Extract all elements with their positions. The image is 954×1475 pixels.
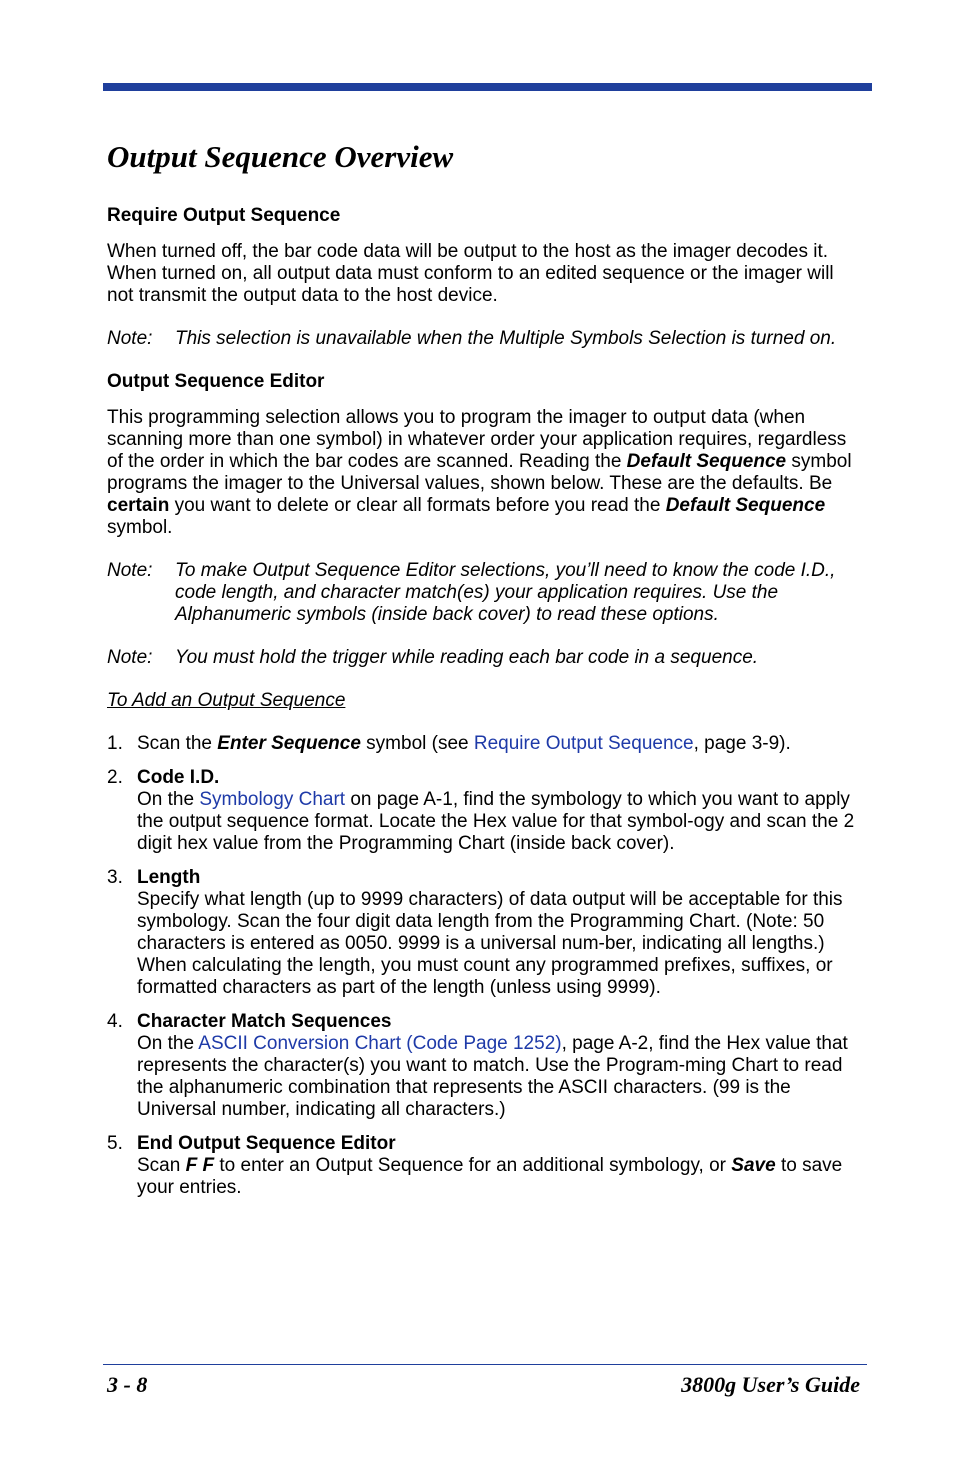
note-label: Note: — [107, 560, 153, 581]
steps-list — [107, 733, 865, 1199]
note — [107, 647, 865, 669]
note-label: Note: — [107, 328, 153, 349]
step-body — [137, 767, 865, 855]
list-item — [107, 733, 865, 755]
text: to save your entries. — [137, 1155, 843, 1198]
emphasis: certain — [107, 495, 170, 516]
step-body — [137, 1133, 865, 1199]
link-require-output-sequence[interactable]: Require Output Sequence — [473, 733, 694, 754]
paragraph — [107, 407, 865, 539]
link-symbology-chart[interactable]: Symbology Chart — [199, 789, 346, 810]
footer-rule — [103, 1364, 867, 1365]
step-title: Code I.D. — [137, 767, 220, 788]
text: On the — [137, 789, 200, 810]
note-label: Note: — [107, 647, 153, 668]
main-content — [107, 205, 865, 1211]
subheading-add-output-sequence: To Add an Output Sequence — [107, 690, 346, 711]
step-title: Character Match Sequences — [137, 1011, 392, 1032]
emphasis: Default Sequence — [626, 451, 787, 472]
text: This programming selection allows you to program the imager to output data (when scanning more than one symbol) in whatever order your application requires, regardless of the order in which the bar codes are scanned. Reading the — [107, 407, 847, 472]
page-title: Output Sequence Overview — [107, 139, 454, 174]
list-item — [107, 767, 865, 855]
text: Scan — [137, 1155, 186, 1176]
step-body — [137, 867, 865, 999]
header-rule — [103, 83, 872, 91]
text: , page 3-9). — [693, 733, 791, 754]
emphasis: Default Sequence — [665, 495, 826, 516]
text: symbol (see — [360, 733, 474, 754]
list-item — [107, 867, 865, 999]
text: you want to delete or clear all formats before you read the — [169, 495, 666, 516]
page-number: 3 - 8 — [107, 1372, 148, 1397]
text: symbol. — [107, 517, 173, 538]
note — [107, 560, 865, 626]
note-text: You must hold the trigger while reading each bar code in a sequence. — [175, 647, 759, 668]
text: On the — [137, 1033, 199, 1054]
step-number: 3. — [107, 867, 123, 888]
link-ascii-conversion-chart[interactable]: ASCII Conversion Chart (Code Page 1252) — [198, 1033, 562, 1054]
emphasis: Save — [731, 1155, 776, 1176]
step-number: 1. — [107, 733, 123, 754]
section-heading-require-output-sequence: Require Output Sequence — [107, 205, 341, 226]
step-title: End Output Sequence Editor — [137, 1133, 396, 1154]
list-item — [107, 1133, 865, 1199]
list-item — [107, 1011, 865, 1121]
emphasis: Enter Sequence — [217, 733, 361, 754]
text: Scan the — [137, 733, 218, 754]
section-heading-output-sequence-editor: Output Sequence Editor — [107, 371, 325, 392]
text: on page A-1, find the symbology to which you want to apply the output sequence format. Locate the Hex value for that symbol-ogy and scan the 2 digit hex value from the Programming Chart (inside back cover). — [137, 789, 855, 854]
step-title: Length — [137, 867, 201, 888]
step-number: 4. — [107, 1011, 123, 1032]
step-number: 5. — [107, 1133, 123, 1154]
step-body — [137, 733, 865, 755]
step-body — [137, 1011, 865, 1121]
guide-title: 3800g User’s Guide — [681, 1372, 860, 1397]
step-number: 2. — [107, 767, 123, 788]
text: , page A-2, find the Hex value that represents the character(s) you want to match. Use the Program-ming Chart to read the alphanumeric combination that represents the ASCII characters. (99 is the Universal number, indicating all characters.) — [137, 1033, 848, 1120]
note-text: To make Output Sequence Editor selections, you’ll need to know the code I.D., code length, and character match(es) your application requires. Use the Alphanumeric symbols (inside back cover) to read these options. — [175, 560, 836, 625]
paragraph: When turned off, the bar code data will be output to the host as the imager decodes it. When turned on, all output data must conform to an edited sequence or the imager will not transmit the output data to the host device. — [107, 241, 834, 306]
text: symbol programs the imager to the Universal values, shown below. These are the defaults. Be — [107, 451, 852, 494]
emphasis: F F — [185, 1155, 215, 1176]
text: to enter an Output Sequence for an additional symbology, or — [214, 1155, 732, 1176]
text: Specify what length (up to 9999 characters) of data output will be acceptable for this symbology. Scan the four digit data length from the Programming Chart. (Note: 50 characters is entered as 0050. 9999 is a universal num-ber, indicating all lengths.) When calculating the length, you must count any programmed prefixes, suffixes, or formatted characters as part of the length (unless using 9999). — [137, 889, 843, 998]
note — [107, 328, 865, 350]
note-text: This selection is unavailable when the Multiple Symbols Selection is turned on. — [175, 328, 837, 349]
